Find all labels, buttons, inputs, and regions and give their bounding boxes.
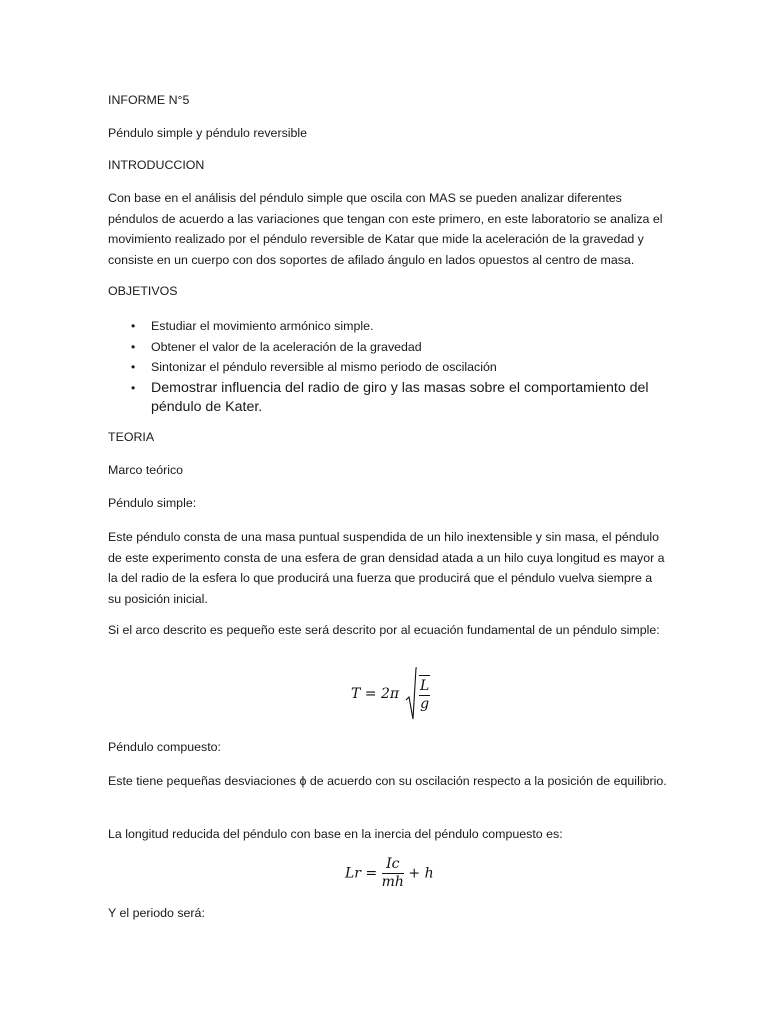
square-root-icon (405, 666, 417, 722)
objective-text: Sintonizar el péndulo reversible al mismo periodo de oscilación (151, 360, 497, 374)
objective-item (108, 357, 668, 378)
report-title: INFORME N°5 (108, 93, 190, 107)
objective-item (108, 379, 668, 417)
objective-text: Demostrar influencia del radio de giro y las masas sobre el comportamiento del péndulo de Kater. (151, 379, 649, 415)
compound-pendulum-paragraph: Este tiene pequeñas desviaciones ϕ de acuerdo con su oscilación respecto a la posición de equilibrio. (108, 774, 667, 788)
introduction-paragraph: Con base en el análisis del péndulo simple que oscila con MAS se pueden analizar diferentes péndulos de acuerdo a las variaciones que tengan con este primero, en este laboratorio se analiza el movimiento realizado por el péndulo reversible de Katar que mide la aceleración de la gravedad y consiste en un cuerpo con dos soportes de afilado ángulo en lados opuestos al centro de masa. (108, 191, 663, 267)
equation-tail: h (424, 865, 434, 882)
equation-lhs: Lr (345, 865, 361, 882)
objective-item (108, 316, 668, 337)
objective-item (108, 337, 668, 358)
fraction-denominator: mh (381, 874, 404, 890)
objective-text: Obtener el valor de la aceleración de la gravedad (151, 339, 422, 354)
equals-sign: = (365, 865, 378, 882)
compound-pendulum-heading: Péndulo compuesto: (108, 740, 221, 754)
simple-pendulum-paragraph: Este péndulo consta de una masa puntual suspendida de un hilo inextensible y sin masa, el péndulo de este experimento consta de una esfera de gran densidad atada a un hilo cuya longitud es mayor a la del radio de la esfera lo que producirá una fuerza que producirá que el péndulo vuelva siempre a su posición inicial. (108, 530, 665, 606)
report-subtitle: Péndulo simple y péndulo reversible (108, 126, 308, 140)
simple-pendulum-heading: Péndulo simple: (108, 496, 197, 510)
objectives-list (108, 316, 668, 417)
equation-coefficient: 2π (380, 686, 400, 702)
period-paragraph: Y el periodo será: (108, 906, 205, 920)
introduction-heading: INTRODUCCION (108, 158, 205, 172)
bullet-icon: • (131, 380, 136, 395)
framework-heading: Marco teórico (108, 463, 184, 477)
small-arc-paragraph: Si el arco descrito es pequeño este será descrito por al ecuación fundamental de un péndulo simple: (108, 623, 660, 637)
plus-sign: + (408, 865, 421, 882)
bullet-icon: • (131, 360, 136, 374)
bullet-icon: • (131, 319, 136, 333)
equals-sign: = (364, 686, 377, 702)
bullet-icon: • (131, 339, 136, 354)
fraction-denominator: g (420, 696, 430, 712)
reduced-length-equation (345, 856, 434, 891)
objective-text: Estudiar el movimiento armónico simple. (151, 319, 374, 333)
reduced-length-paragraph: La longitud reducida del péndulo con base en la inercia del péndulo compuesto es: (108, 827, 563, 841)
equation-lhs: T (351, 686, 361, 702)
sqrt-fraction (419, 675, 430, 713)
period-equation (351, 666, 430, 722)
inertia-fraction (382, 856, 404, 891)
objectives-heading: OBJETIVOS (108, 284, 178, 298)
fraction-numerator: Ic (382, 856, 404, 874)
fraction-numerator: L (420, 678, 430, 694)
theory-heading: TEORIA (108, 430, 155, 444)
